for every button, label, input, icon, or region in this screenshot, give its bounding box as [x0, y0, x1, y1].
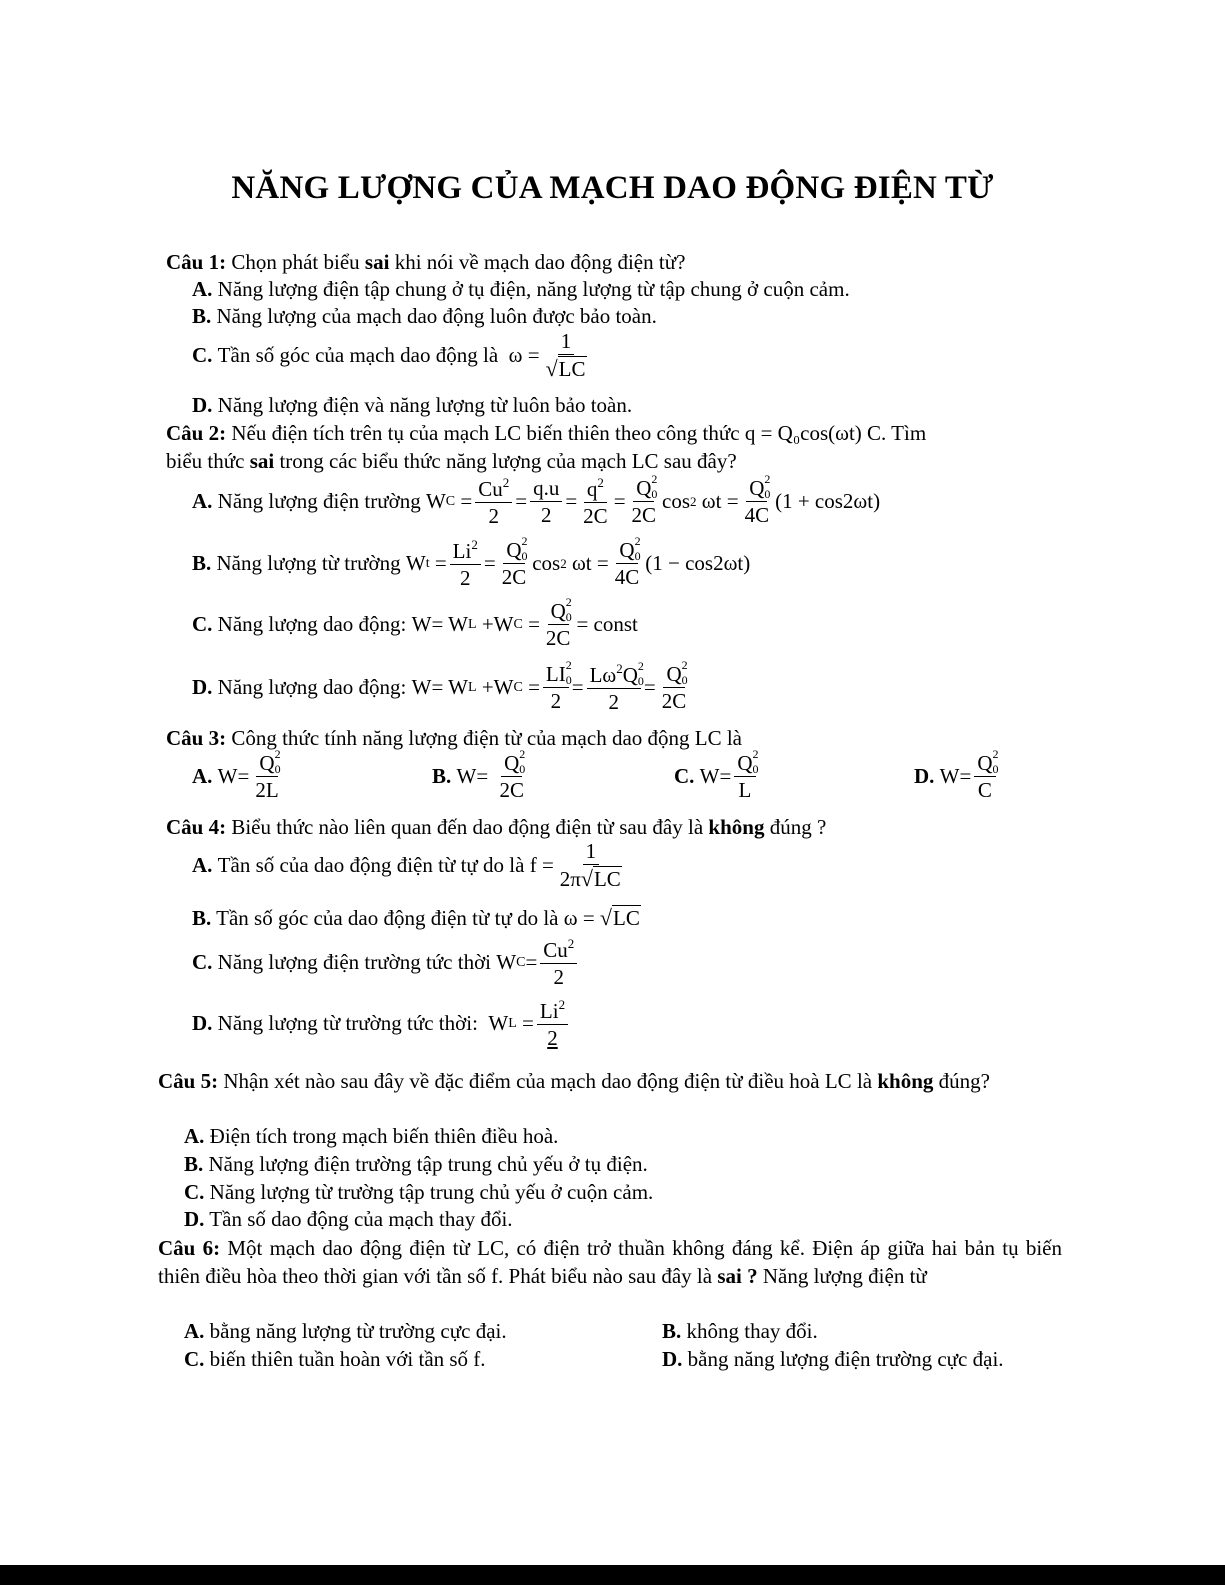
- q3-option-a: A. W= Q 2 0 2L: [192, 747, 281, 803]
- formula-omega-c: $\frac{1}{√LC}$: [545, 329, 586, 382]
- q1-bold: sai: [364, 250, 390, 274]
- q5-option-d: D. Tần số dao động của mạch thay đổi.: [184, 1207, 513, 1231]
- q2-option-a: A. Năng lượng điện trường W C = $\frac{Cu^2}{2}$ = $\frac{q.u}{2}$ = $\frac{q^2}{2C}$ = Q 2 0 2C cos 2 ωt = Q 2 0 4C (1 + cos2ωt): [192, 472, 881, 529]
- q6-option-c: C. biến thiên tuần hoàn với tần số f.: [184, 1347, 486, 1371]
- question-2: Câu 2: Nếu điện tích trên tụ của mạch LC biến thiên theo công thức q = Q₀cos(ωt) C. Tìm: [166, 421, 927, 445]
- q4-option-c: C. Năng lượng điện trường tức thời W C = $\frac{Cu^2}{2}$: [192, 937, 580, 988]
- q6-option-d: D. bằng năng lượng điện trường cực đại.: [662, 1347, 1004, 1371]
- question-5: Câu 5: Nhận xét nào sau đây về đặc điểm của mạch dao động điện từ điều hoà LC là không đúng?: [158, 1069, 990, 1093]
- q1-option-c: C. Tần số góc của mạch dao động là ω = $\frac{1}{√LC}$: [192, 330, 593, 380]
- question-3: Câu 3: Công thức tính năng lượng điện từ của mạch dao động LC là: [166, 726, 742, 750]
- q5-option-b: B. Năng lượng điện trường tập trung chủ yếu ở tụ điện.: [184, 1152, 648, 1176]
- question-6: Câu 6: Một mạch dao động điện từ LC, có điện trở thuần không đáng kể. Điện áp giữa hai bản tụ biến thiên điều hòa theo thời gian với tần số f. Phát biểu nào sau đây là sai ? Năng lượng điện từ: [158, 1236, 1062, 1288]
- q2-option-b: B. Năng lượng từ trường W t = $\frac{Li^2}{2}$ = Q 2 0 2C cos 2 ωt = Q 2 0 4C (1 − cos2ωt): [192, 534, 751, 591]
- q6-option-b: B. không thay đổi.: [662, 1319, 818, 1343]
- q4-option-a: A. Tần số của dao động điện từ tự do là f = $\frac{1}{2\pi√LC}$: [192, 839, 621, 892]
- q5-option-a: A. Điện tích trong mạch biến thiên điều hoà.: [184, 1124, 559, 1148]
- q2-option-d: D. Năng lượng dao động: W= W L +W C = LI 2 0 2 = $L\omega^2Q$ 2 0 2 = Q 2 0 2C: [192, 658, 688, 715]
- q1-label: Câu 1:: [166, 250, 227, 274]
- q3-option-d: D. W= Q 2 0 C: [914, 747, 999, 803]
- q4-option-d: D. Năng lượng từ trường tức thời: W L = $\frac{Li^2}{2}$: [192, 998, 571, 1049]
- q1-option-a: A. Năng lượng điện tập chung ở tụ điện, năng lượng từ tập chung ở cuộn cảm.: [192, 277, 850, 301]
- q1-option-b: B. Năng lượng của mạch dao động luôn được bảo toàn.: [192, 304, 657, 328]
- bottom-border: [0, 1565, 1225, 1585]
- q5-option-c: C. Năng lượng từ trường tập trung chủ yếu ở cuộn cảm.: [184, 1180, 654, 1204]
- q3-option-b: B. W= Q 2 0 2C: [432, 747, 526, 803]
- q2-option-c: C. Năng lượng dao động: W= W L +W C = Q 2 0 2C = const: [192, 595, 638, 651]
- question-1: [166, 249, 685, 275]
- q6-option-a: A. bằng năng lượng từ trường cực đại.: [184, 1319, 507, 1343]
- q1-text-end: khi nói về mạch dao động điện từ?: [394, 250, 686, 274]
- page-title: NĂNG LƯỢNG CỦA MẠCH DAO ĐỘNG ĐIỆN TỪ: [231, 170, 994, 206]
- q1-option-d: D. Năng lượng điện và năng lượng từ luôn bảo toàn.: [192, 393, 633, 417]
- q1-text: Chọn phát biểu: [231, 250, 360, 274]
- question-2-line2: biểu thức sai trong các biểu thức năng lượng của mạch LC sau đây?: [166, 449, 737, 473]
- q3-option-c: C. W= Q 2 0 L: [674, 747, 759, 803]
- q4-option-b: B. Tần số góc của dao động điện từ tự do là ω = √LC: [192, 905, 640, 930]
- question-4: Câu 4: Biểu thức nào liên quan đến dao động điện từ sau đây là không đúng ?: [166, 815, 827, 839]
